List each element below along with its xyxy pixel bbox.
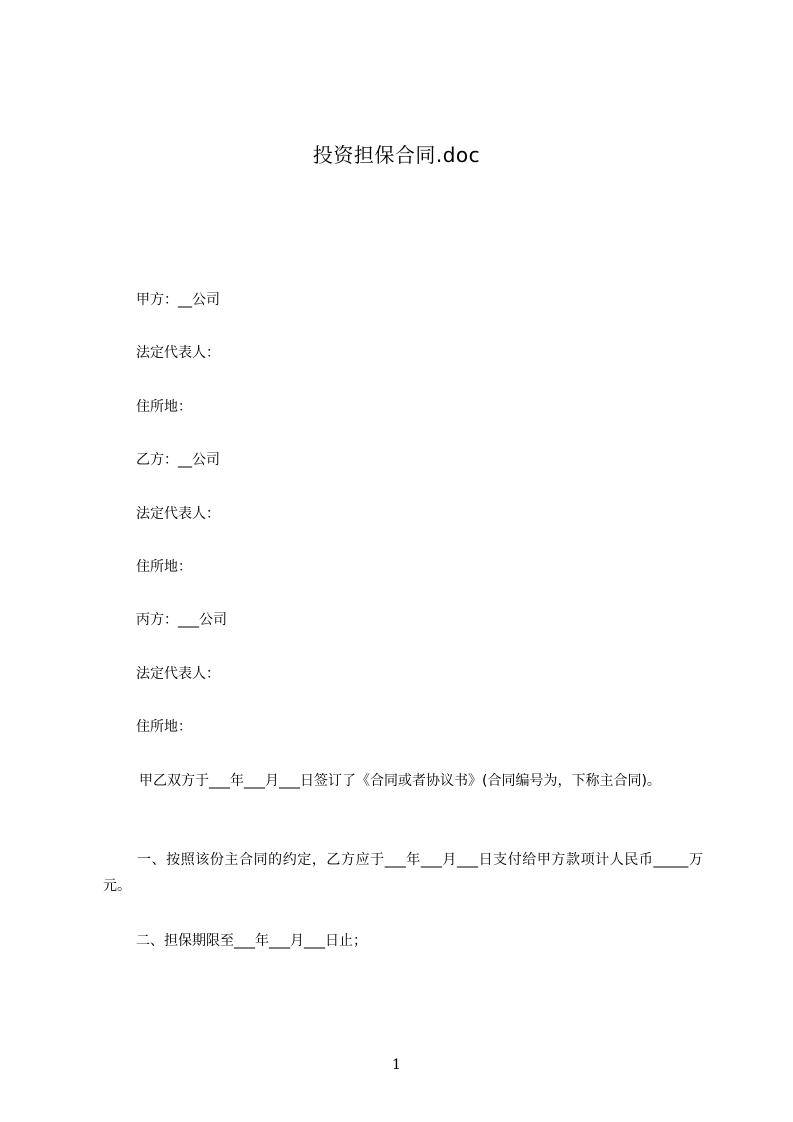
party-a-legal-representative: 法定代表人： [136,345,220,361]
party-b-address: 住所地： [136,559,192,575]
party-c-name: 丙方：___公司 [136,612,227,628]
party-a-name: 甲方：__公司 [136,292,220,308]
document-title: 投资担保合同.doc [312,143,481,167]
paragraph-clause-2: 二、担保期限至___年___月___日止； [136,933,367,949]
paragraph-clause-1: 一、按照该份主合同的约定，乙方应于___年___月___日支付给甲方款项计人民币_____万元。 [103,852,703,894]
party-c-address: 住所地： [136,719,192,735]
paragraph-main-contract: 甲乙双方于___年___月___日签订了《合同或者协议书》(合同编号为，下称主合同)。 [139,773,661,789]
page-number: 1 [392,1057,401,1073]
party-c-legal-representative: 法定代表人： [136,666,220,682]
party-a-address: 住所地： [136,399,192,415]
party-b-legal-representative: 法定代表人： [136,506,220,522]
party-b-name: 乙方：__公司 [136,452,220,468]
